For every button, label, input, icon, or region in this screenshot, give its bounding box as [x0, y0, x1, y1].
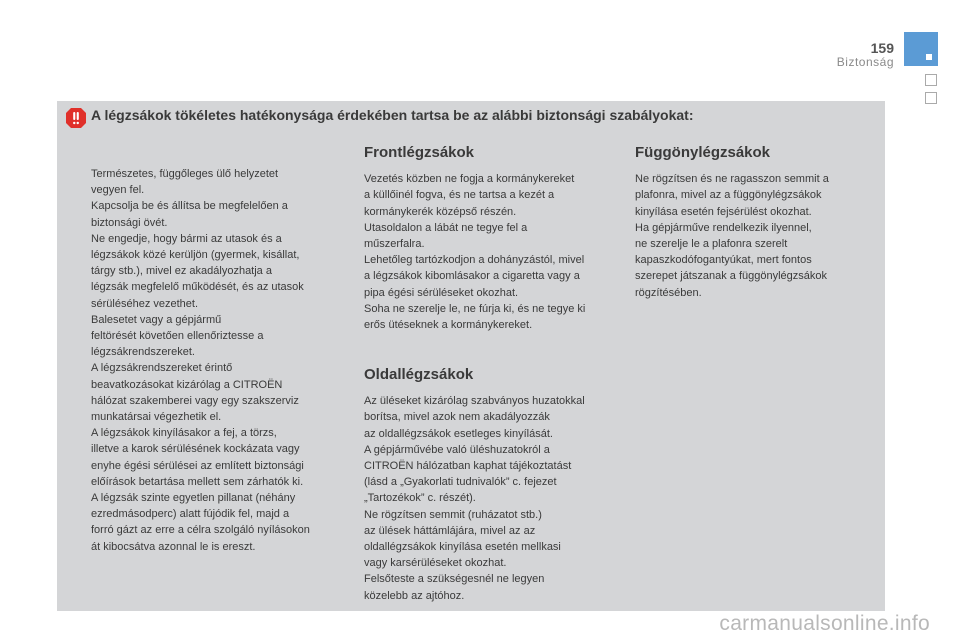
curtain-airbags-column: [635, 145, 875, 301]
text-line: kapaszkodófogantyúkat, mert fontos: [635, 254, 812, 267]
text-line: Ne engedje, hogy bármi az utasok és a: [91, 232, 282, 245]
text-line: beavatkozásokat kizárólag a CITROËN: [91, 378, 283, 391]
section-name: Biztonság: [836, 55, 894, 69]
side-airbags-column: [364, 367, 626, 604]
text-line: tárgy stb.), mivel ez akadályozhatja a: [91, 265, 272, 278]
text-line: a küllőinél fogva, és ne tartsa a kezét a: [364, 189, 555, 202]
text-line: A légzsákok kinyílásakor a fej, a törzs,: [91, 427, 277, 440]
text-line: Kapcsolja be és állítsa be megfelelően a: [91, 200, 288, 213]
text-line: oldallégzsákok kinyílása esetén mellkasi: [364, 541, 561, 554]
text-line: plafonra, mivel az a függönylégzsákok: [635, 189, 822, 202]
side-airbags-title: Oldallégzsákok: [364, 366, 474, 383]
page-number: 159: [870, 40, 894, 56]
text-line: erős ütéseknek a kormánykereket.: [364, 319, 533, 332]
front-airbags-column: [364, 145, 626, 333]
text-line: (lásd a „Gyakorlati tudnivalók” c. fejezet: [364, 476, 557, 489]
text-line: át kibocsátva azonnal le is ereszt.: [91, 540, 256, 553]
text-line: Az üléseket kizárólag szabványos huzatokkal: [364, 395, 585, 408]
text-line: közelebb az ajtóhoz.: [364, 589, 465, 602]
text-line: illetve a karok sérülésének kockázata vagy: [91, 443, 300, 456]
text-line: Ne rögzítsen és ne ragasszon semmit a: [635, 173, 829, 186]
text-line: előírások betartása mellett sem zárhatók ki.: [91, 475, 304, 488]
text-line: vegyen fel.: [91, 184, 145, 197]
text-line: Ha gépjárműve rendelkezik ilyennel,: [635, 221, 812, 234]
text-line: feltörését követően ellenőriztesse a: [91, 330, 264, 343]
text-line: forró gázt az erre a célra szolgáló nyílásokon: [91, 524, 310, 537]
text-line: „Tartozékok” c. részét).: [364, 492, 476, 505]
text-line: Lehetőleg tartózkodjon a dohányzástól, mivel: [364, 254, 585, 267]
text-line: kinyílása esetén fejsérülést okozhat.: [635, 205, 812, 218]
curtain-airbags-title: Függönylégzsákok: [635, 144, 771, 161]
text-line: az oldallégzsákok esetleges kinyílását.: [364, 427, 553, 440]
notice-heading: A légzsákok tökéletes hatékonysága érdekében tartsa be az alábbi biztonsági szabályokat:: [91, 107, 694, 123]
text-line: légzsákrendszereket.: [91, 346, 195, 359]
text-line: borítsa, mivel azok nem akadályozzák: [364, 411, 550, 424]
text-line: vagy karsérüléseket okozhat.: [364, 557, 507, 570]
text-line: sérüléséhez vezethet.: [91, 297, 199, 310]
text-line: ezredmásodperc) alatt fújódik fel, majd a: [91, 508, 290, 521]
text-line: Utasoldalon a lábát ne tegye fel a: [364, 221, 528, 234]
text-line: hálózat szakemberei vagy egy szakszerviz: [91, 394, 299, 407]
text-line: légzsák megfelelő működését, és az utasok: [91, 281, 304, 294]
general-rules-column: [91, 166, 353, 555]
text-line: A légzsák szinte egyetlen pillanat (néhány: [91, 492, 296, 505]
chapter-tab[interactable]: [925, 92, 937, 104]
chapter-tab-marker: [926, 54, 932, 60]
side-airbags-text: [364, 393, 626, 604]
text-line: Balesetet vagy a gépjármű: [91, 313, 222, 326]
airbag-safety-panel: [57, 101, 885, 611]
watermark: carmanualsonline.info: [719, 612, 930, 635]
chapter-tab-active[interactable]: [904, 32, 938, 66]
text-line: az ülések háttámlájára, mivel az az: [364, 524, 536, 537]
text-line: CITROËN hálózatban kaphat tájékoztatást: [364, 460, 572, 473]
text-line: biztonsági övét.: [91, 216, 168, 229]
text-line: Természetes, függőleges ülő helyzetet: [91, 168, 279, 180]
text-line: Vezetés közben ne fogja a kormánykereket: [364, 173, 575, 186]
text-line: Felsőteste a szükségesnél ne legyen: [364, 573, 545, 586]
text-line: szerepet játszanak a függönylégzsákok: [635, 270, 828, 283]
text-line: műszerfalra.: [364, 238, 425, 251]
text-line: a légzsákok kibomlásakor a cigaretta vagy a: [364, 270, 580, 283]
chapter-tab[interactable]: [925, 74, 937, 86]
text-line: munkatársai végezhetik el.: [91, 411, 222, 424]
text-line: A gépjárművébe való üléshuzatokról a: [364, 443, 550, 456]
front-airbags-title: Frontlégzsákok: [364, 144, 475, 161]
text-line: pipa égési sérüléseket okozhat.: [364, 286, 519, 299]
text-line: Soha ne szerelje le, ne fúrja ki, és ne tegye ki: [364, 302, 586, 315]
curtain-airbags-text: [635, 171, 875, 301]
text-line: légzsákok közé kerüljön (gyermek, kisállat,: [91, 249, 300, 262]
warning-icon: [65, 107, 87, 129]
front-airbags-text: [364, 171, 626, 333]
text-line: kormánykerék középső részén.: [364, 205, 517, 218]
text-line: rögzítésében.: [635, 286, 702, 299]
text-line: A légzsákrendszereket érintő: [91, 362, 233, 375]
general-rules-text: [91, 166, 353, 555]
text-line: enyhe égési sérülései az említett biztonsági: [91, 459, 304, 472]
text-line: Ne rögzítsen semmit (ruházatot stb.): [364, 508, 542, 521]
text-line: ne szerelje le a plafonra szerelt: [635, 238, 788, 251]
